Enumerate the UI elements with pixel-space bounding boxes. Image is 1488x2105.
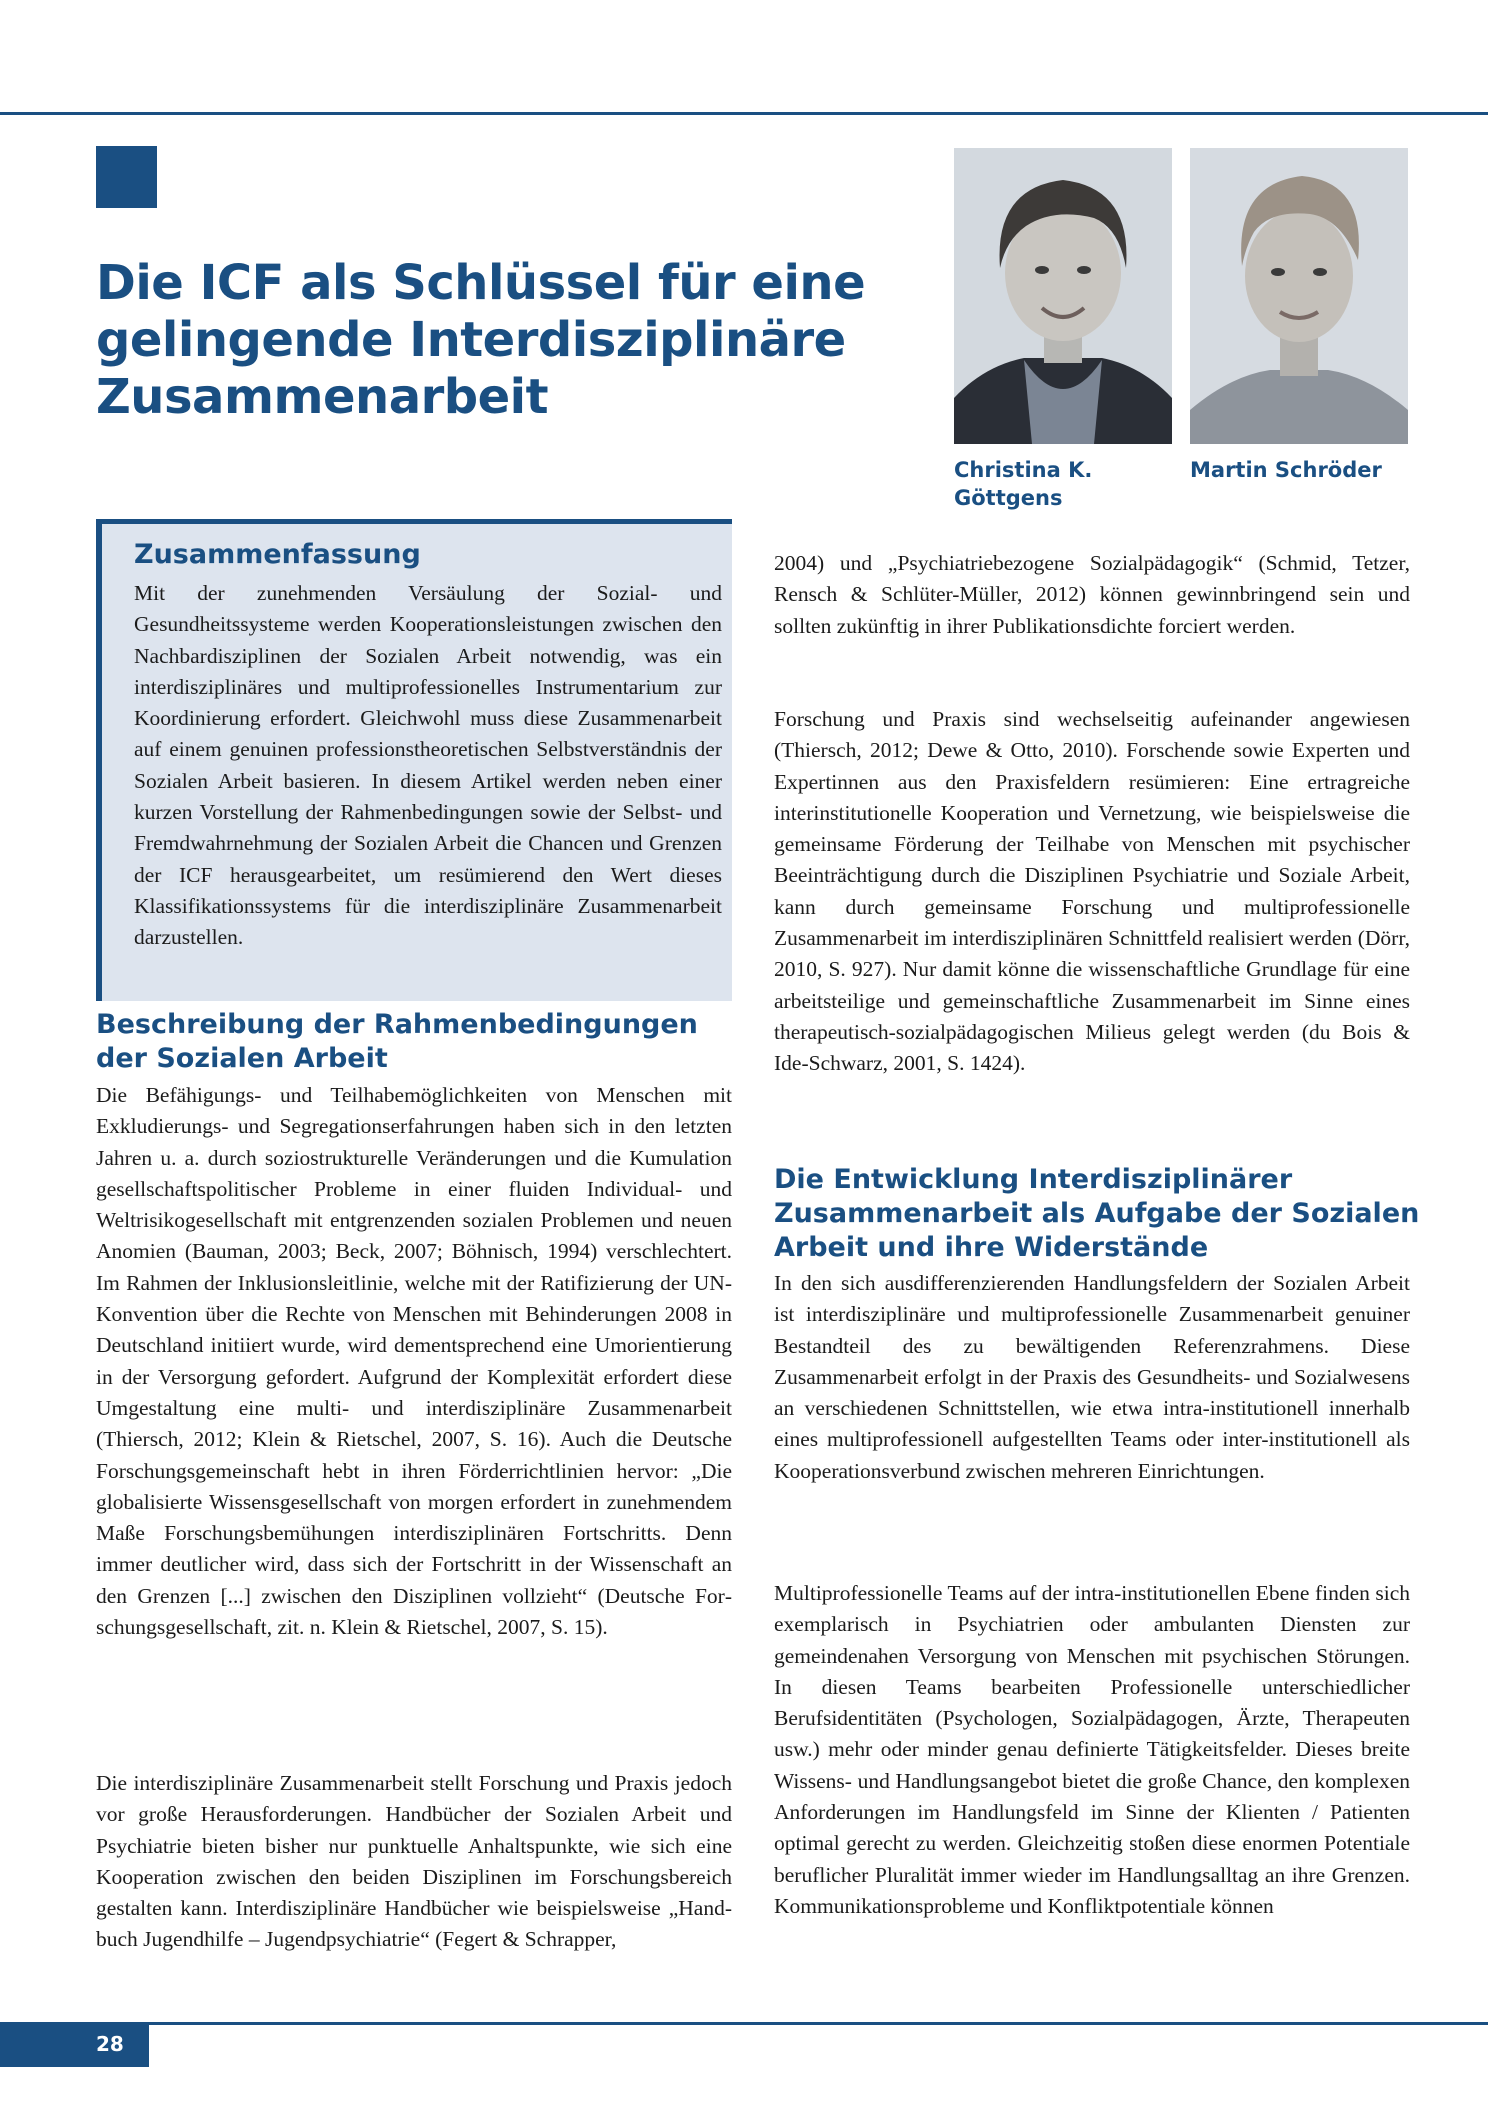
summary-heading: Zusammenfassung — [134, 539, 421, 570]
section-heading-rahmenbedingungen: Beschreibung der Rahmenbedingungen der Sozialen Arbeit — [96, 1009, 698, 1074]
left-paragraph-2: Die interdisziplinäre Zusammenarbeit stellt Forschung und Praxis jedoch vor große Herausforderungen. Handbücher der Sozialen Arbeit und Psychiatrie bieten bisher nur punktuelle Anhaltspunkte, wie sich eine Kooperation zwischen den beiden Disziplinen im Forschungsbereich gestalten kann. Interdisziplinäre Handbücher wie beispielsweise „Handbuch Jugendhilfe – Jugendpsychiatrie“ (Fegert & Schrapper, — [96, 1771, 732, 1952]
left-paragraph-1: Die Befähigungs- und Teilhabemöglichkeiten von Menschen mit Exkludierungs- und Segregationserfahrungen haben sich in den letzten Jahren u. a. durch soziostrukturelle Veränderungen und die Kumulation gesellschaftspolitischer Probleme in einer fluiden Individual- und Weltrisikogesellschaft mit entgrenzenden sozialen Problemen und neuen Anomien (Bauman, 2003; Beck, 2007; Böhnisch, 1994) verschlechtert. Im Rahmen der Inklusionsleitlinie, welche mit der Ratifizierung der UN-Konvention über die Rechte von Menschen mit Behinderungen 2008 in Deutschland initiiert wurde, wird dementsprechend eine Umorientierung in der Versorgung gefordert. Aufgrund der Komplexität erfordert diese Umgestaltung eine multi- und interdisziplinäre Zusammenarbeit (Thiersch, 2012; Klein & Rietschel, 2007, S. 16). Auch die Deutsche Forschungsgemeinschaft hebt in ihren Förderrichtlinien hervor: „Die globalisierte Wissensgesellschaft von morgen erfordert in zunehmendem Maße Forschungsbemühungen interdisziplinären Fortschritts. Denn immer deutlicher wird, dass sich der Fortschritt in der Wissenschaft an den Grenzen [...] zwischen den Disziplinen vollzieht“ (Deutsche Forschungsgesellschaft, zit. n. Klein & Rietschel, 2007, S. 15). — [96, 1083, 732, 1640]
author-photo-goettgens — [954, 148, 1172, 444]
right-paragraph-1: 2004) und „Psychiatriebezogene Sozialpädagogik“ (Schmid, Tetzer, Rensch & Schlüter-Müller, 2012) können gewinnbringend sein und sollten zukünftig in ihrer Publikationsdichte forciert werden. — [774, 551, 1410, 638]
section-heading-entwicklung: Die Entwicklung Interdisziplinärer Zusammenarbeit als Aufgabe der Sozialen Arbeit und ihre Widerstände — [774, 1164, 1420, 1263]
bottom-rule — [0, 2022, 1488, 2025]
right-paragraph-3: In den sich ausdifferenzierenden Handlungsfeldern der Sozialen Arbeit ist interdisziplinäre und multiprofessionelle Zusammenarbeit genuiner Bestandteil des zu bewältigenden Referenzrahmens. Diese Zusammenarbeit erfolgt in der Praxis des Gesundheits- und Sozialwesens an verschiedenen Schnittstellen, wie etwa intra-institutionell innerhalb eines multiprofessionell aufgestellten Teams oder inter-institutionell als Kooperationsverbund zwischen mehreren Einrichtungen. — [774, 1271, 1410, 1483]
top-rule — [0, 112, 1488, 115]
author-name-schroeder: Martin Schröder — [1190, 458, 1382, 482]
right-paragraph-2: Forschung und Praxis sind wechselseitig aufeinander angewiesen (Thiersch, 2012; Dewe & Otto, 2010). Forschende sowie Experten und Expertinnen aus den Praxisfeldern resümieren: Eine ertragreiche interinstitutionelle Kooperation und Vernetzung, wie beispielsweise die gemeinsame Förderung der Teilhabe von Menschen mit psychischer Beeinträchtigung durch die Disziplinen Psychiatrie und Soziale Arbeit, kann durch gemeinsame Forschung und multiprofessionelle Zusammenarbeit im interdisziplinären Schnittfeld realisiert werden (Dörr, 2010, S. 927). Nur damit könne die wissenschaftliche Grundlage für eine arbeitsteilige und gemeinschaftliche Zusammenarbeit im Sinne eines therapeutisch-sozialpädagogischen Milieus gelegt werden (du Bois & Ide-Schwarz, 2001, S. 1424). — [774, 707, 1410, 1076]
author-photo-schroeder — [1190, 148, 1408, 444]
summary-text: Mit der zunehmenden Versäulung der Sozial- und Gesundheitssysteme werden Kooperationsleistungen zwischen den Nachbardisziplinen der Sozialen Arbeit notwendig, was ein interdisziplinäres und multiprofessionelles Instrumentarium zur Koordinierung erfordert. Gleichwohl muss diese Zusammenarbeit auf einem genuinen professionstheoretischen Selbstverständnis der Sozialen Arbeit basieren. In diesem Artikel werden neben einer kurzen Vorstellung der Rahmenbedingungen sowie der Selbst- und Fremdwahrnehmung der Sozialen Arbeit die Chancen und Grenzen der ICF herausgearbeitet, um resümierend den Wert dieses Klassifikationssystems für die interdisziplinäre Zusammenarbeit darzustellen. — [134, 581, 722, 950]
article-title: Die ICF als Schlüssel für eine gelingende Interdisziplinäre Zusammenarbeit — [96, 255, 866, 425]
page-number: 28 — [0, 2022, 149, 2067]
author-name-goettgens: Christina K. Göttgens — [954, 458, 1093, 510]
right-paragraph-4: Multiprofessionelle Teams auf der intra-institutionellen Ebene finden sich exemplarisch in Psychiatrien oder ambulanten Diensten zur gemeindenahen Versorgung von Menschen mit psychischen Störungen. In diesen Teams bearbeiten Professionelle unterschiedlicher Berufsidentitäten (Psychologen, Sozialpädagogen, Ärzte, Therapeuten usw.) mehr oder minder genau definierte Tätigkeitsfelder. Dieses breite Wissens- und Handlungsangebot bietet die große Chance, den komplexen Anforderungen im Handlungsfeld im Sinne der Klienten / Patienten optimal gerecht zu werden. Gleichzeitig stoßen diese enormen Potentiale beruflicher Pluralität immer wieder im Handlungsalltag an ihre Grenzen. Kommunikationsprobleme und Konfliktpotentiale können — [774, 1581, 1410, 1918]
brand-square — [96, 146, 157, 208]
